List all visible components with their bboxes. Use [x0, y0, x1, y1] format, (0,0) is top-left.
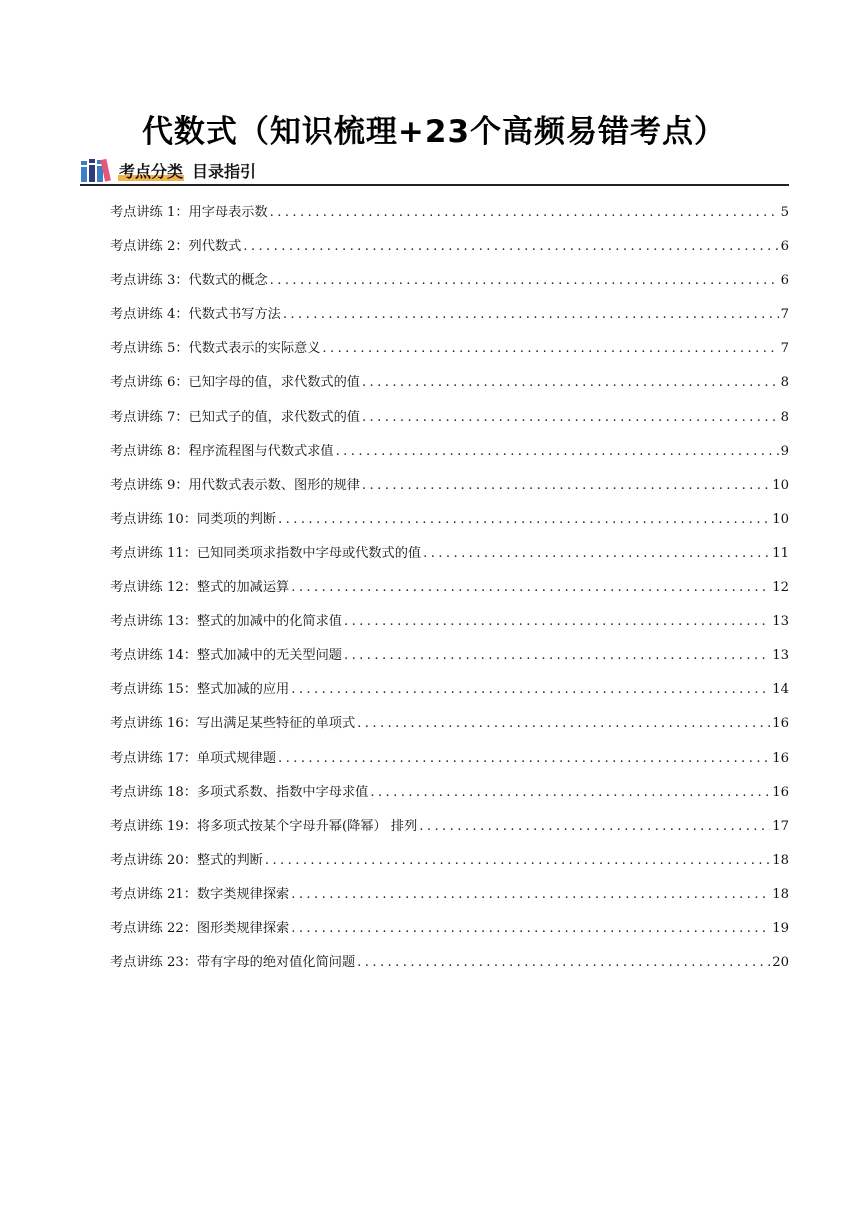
toc-dot-leader — [419, 816, 770, 838]
toc-entry[interactable] — [110, 918, 789, 952]
toc-page-number: 6 — [780, 239, 789, 255]
document-title: 代数式（知识梳理+23个高频易错考点） — [141, 114, 727, 150]
toc-dot-leader — [291, 577, 770, 599]
toc-page-number: 6 — [780, 273, 789, 289]
toc-entry-label: 考点讲练 15： — [110, 682, 197, 698]
toc-entry[interactable] — [110, 202, 789, 236]
toc-entry-title: 整式加减中的无关型问题 — [196, 648, 342, 664]
toc-page-number: 12 — [772, 580, 789, 596]
toc-entry-label: 考点讲练 19： — [110, 818, 197, 834]
section-label — [118, 159, 256, 182]
toc-dot-leader — [270, 202, 779, 224]
toc-entry-label: 考点讲练 4： — [110, 307, 189, 323]
toc-entry[interactable] — [110, 679, 789, 713]
toc-page-number: 5 — [780, 205, 789, 220]
toc-entry-label: 考点讲练 10： — [110, 511, 197, 527]
toc-dot-leader — [322, 338, 778, 360]
toc-dot-leader — [357, 952, 770, 974]
toc-page-number: 13 — [772, 614, 789, 630]
toc-entry[interactable] — [110, 577, 789, 611]
toc-entry-label: 考点讲练 13： — [110, 614, 197, 630]
toc-dot-leader — [283, 304, 779, 326]
toc-entry-title: 列代数式 — [188, 239, 242, 255]
toc-entry-title: 已知式子的值，求代数式的值 — [188, 409, 360, 425]
toc-entry[interactable] — [110, 304, 789, 338]
section-subtitle: 目录指引 — [192, 162, 257, 181]
toc-entry-title: 同类项的判断 — [196, 511, 277, 527]
toc-entry-label: 考点讲练 22： — [110, 920, 197, 936]
toc-entry-title: 程序流程图与代数式求值 — [188, 443, 334, 459]
toc-entry-label: 考点讲练 18： — [110, 784, 197, 800]
toc-entry[interactable] — [110, 338, 789, 372]
toc-dot-leader — [291, 884, 770, 906]
toc-page-number: 16 — [772, 716, 789, 732]
toc-entry-label: 考点讲练 17： — [110, 750, 197, 766]
toc-page-number: 18 — [772, 852, 789, 868]
toc-dot-leader — [265, 850, 770, 872]
toc-entry-title: 代数式书写方法 — [188, 307, 281, 323]
toc-page-number: 20 — [772, 955, 789, 971]
toc-entry-title: 代数式表示的实际意义 — [188, 341, 321, 357]
toc-entry[interactable] — [110, 748, 789, 782]
toc-dot-leader — [362, 475, 770, 497]
toc-page-number: 10 — [772, 511, 789, 527]
toc-entry-title: 写出满足某些特征的单项式 — [196, 716, 356, 732]
toc-entry-label: 考点讲练 16： — [110, 716, 197, 732]
toc-dot-leader — [270, 270, 779, 292]
toc-entry-title: 用字母表示数 — [188, 205, 268, 220]
toc-entry-label: 考点讲练 6： — [110, 375, 189, 391]
toc-entry-title: 多项式系数、指数中字母求值 — [196, 784, 369, 800]
toc-entry-title: 整式加减的应用 — [196, 682, 290, 698]
toc-entry-title: 用代数式表示数、图形的规律 — [188, 477, 360, 493]
toc-dot-leader — [370, 782, 770, 804]
toc-entry-label: 考点讲练 11： — [110, 545, 197, 561]
toc-page-number: 18 — [772, 886, 789, 902]
books-icon — [80, 157, 112, 183]
toc-entry-title: 整式的加减中的化简求值 — [196, 614, 342, 630]
toc-page-number: 8 — [780, 409, 789, 425]
toc-entry-label: 考点讲练 23： — [110, 955, 197, 971]
toc-dot-leader — [291, 679, 770, 701]
toc-page-number: 17 — [772, 818, 789, 834]
toc-entry[interactable] — [110, 884, 789, 918]
toc-entry-title: 图形类规律探索 — [196, 920, 290, 936]
toc-entry[interactable] — [110, 407, 789, 441]
toc-entry[interactable] — [110, 816, 789, 850]
toc-page-number: 16 — [772, 750, 789, 766]
toc-dot-leader — [362, 407, 779, 429]
toc-entry[interactable] — [110, 952, 789, 986]
toc-entry[interactable] — [110, 509, 789, 543]
toc-page-number: 14 — [772, 682, 789, 698]
toc-entry-title: 已知字母的值，求代数式的值 — [188, 375, 360, 391]
toc-entry-title: 已知同类项求指数中字母或代数式的值 — [196, 545, 422, 561]
section-highlight: 考点分类 — [119, 162, 184, 181]
toc-entry-title: 整式的加减运算 — [196, 580, 290, 596]
toc-dot-leader — [243, 236, 778, 258]
toc-entry-label: 考点讲练 21： — [110, 886, 197, 902]
toc-dot-leader — [344, 611, 770, 633]
toc-page-number: 19 — [772, 920, 789, 936]
toc-entry[interactable] — [110, 645, 789, 679]
toc-dot-leader — [278, 748, 770, 770]
section-header — [80, 156, 789, 186]
toc-page-number: 9 — [780, 443, 789, 459]
toc-dot-leader — [357, 713, 770, 735]
toc-entry-label: 考点讲练 7： — [110, 409, 189, 425]
toc-dot-leader — [278, 509, 770, 531]
toc-page-number: 7 — [780, 307, 789, 323]
toc-entry[interactable] — [110, 782, 789, 816]
toc-entry-title: 带有字母的绝对值化简问题 — [196, 955, 356, 971]
table-of-contents — [110, 202, 789, 986]
toc-page-number: 13 — [772, 648, 789, 664]
toc-entry-label: 考点讲练 2： — [110, 239, 189, 255]
toc-dot-leader — [362, 372, 779, 394]
toc-page-number: 7 — [780, 341, 789, 357]
toc-entry[interactable] — [110, 372, 789, 406]
toc-entry-label: 考点讲练 9： — [110, 477, 189, 493]
toc-page-number: 11 — [772, 545, 789, 561]
toc-entry-label: 考点讲练 20： — [110, 852, 197, 868]
toc-entry-title: 将多项式按某个字母升幂(降幂） 排列 — [196, 818, 418, 834]
toc-entry-label: 考点讲练 3： — [110, 273, 189, 289]
toc-entry-label: 考点讲练 1： — [110, 205, 189, 220]
toc-entry-title: 整式的判断 — [196, 852, 263, 868]
toc-dot-leader — [344, 645, 770, 667]
toc-entry[interactable] — [110, 475, 789, 509]
toc-entry-title: 单项式规律题 — [196, 750, 277, 766]
toc-entry[interactable] — [110, 236, 789, 270]
toc-entry[interactable] — [110, 850, 789, 884]
toc-entry[interactable] — [110, 441, 789, 475]
toc-entry-label: 考点讲练 14： — [110, 648, 197, 664]
toc-dot-leader — [423, 543, 770, 565]
toc-dot-leader — [336, 441, 779, 463]
toc-entry-label: 考点讲练 8： — [110, 443, 189, 459]
toc-entry[interactable] — [110, 713, 789, 747]
toc-entry-label: 考点讲练 12： — [110, 580, 197, 596]
toc-entry-label: 考点讲练 5： — [110, 341, 189, 357]
toc-entry[interactable] — [110, 543, 789, 577]
toc-page-number: 10 — [772, 477, 789, 493]
toc-dot-leader — [291, 918, 770, 940]
toc-entry[interactable] — [110, 270, 789, 304]
toc-entry-title: 代数式的概念 — [188, 273, 268, 289]
toc-page-number: 16 — [772, 784, 789, 800]
toc-entry[interactable] — [110, 611, 789, 645]
toc-entry-title: 数字类规律探索 — [196, 886, 290, 902]
toc-page-number: 8 — [780, 375, 789, 391]
